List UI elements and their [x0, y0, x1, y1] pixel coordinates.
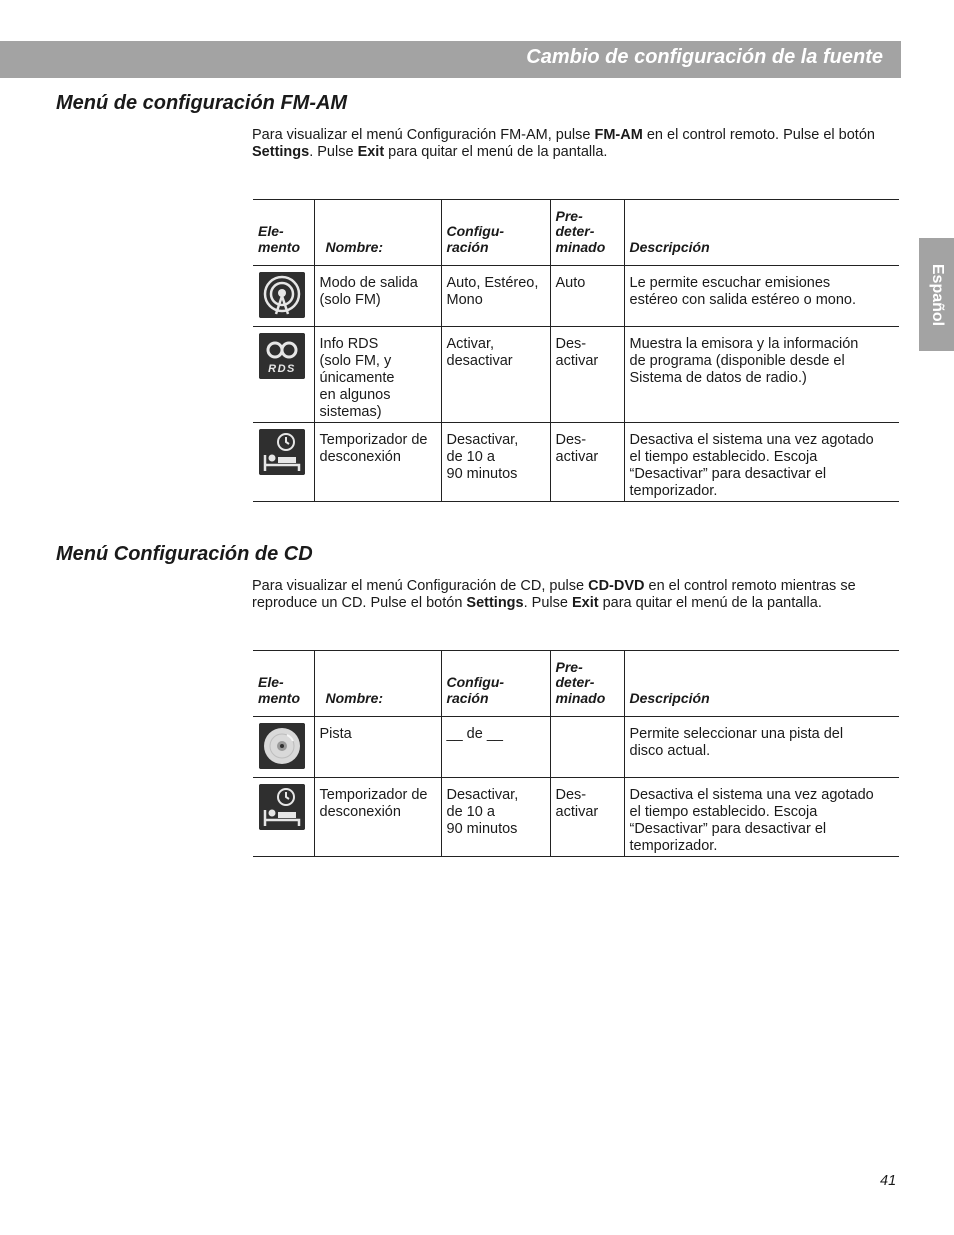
col-header-descripcion: Descripción — [624, 651, 899, 717]
row-config: __ de __ — [441, 717, 550, 778]
rds-icon-text: RDS — [268, 363, 296, 375]
intro-text: . Pulse — [523, 595, 572, 611]
intro-text: para quitar el menú de la pantalla. — [384, 144, 608, 160]
row-predet — [550, 717, 624, 778]
section-title-fm-am: Menú de configuración FM-AM — [56, 92, 348, 114]
intro-fm-am — [252, 127, 902, 161]
row-nombre: Pista — [314, 717, 441, 778]
table-row — [253, 266, 899, 327]
col-header-configuracion: Configu- ración — [441, 200, 550, 266]
intro-key-cd-dvd: CD-DVD — [588, 578, 645, 594]
row-nombre: Info RDS (solo FM, y únicamente en algunos sistemas) — [314, 327, 441, 423]
row-config: Activar, desactivar — [441, 327, 550, 423]
cd-settings-table — [253, 650, 899, 857]
intro-key-fm-am: FM-AM — [594, 127, 643, 143]
intro-text: . Pulse — [309, 144, 358, 160]
sleep-timer-icon — [259, 784, 305, 830]
row-nombre: Modo de salida (solo FM) — [314, 266, 441, 327]
language-tab — [919, 238, 954, 351]
col-header-nombre: Nombre: — [314, 651, 441, 717]
cd-disc-icon — [259, 723, 305, 769]
row-predet: Des- activar — [550, 423, 624, 502]
row-config: Desactivar, de 10 a 90 minutos — [441, 423, 550, 502]
intro-text: para quitar el menú de la pantalla. — [598, 595, 822, 611]
col-header-predeterminado: Pre- deter- minado — [550, 651, 624, 717]
table-row — [253, 423, 899, 502]
row-desc: Le permite escuchar emisiones estéreo con salida estéreo o mono. — [624, 266, 899, 327]
row-predet: Des- activar — [550, 778, 624, 857]
intro-text: Para visualizar el menú Configuración FM-AM, pulse — [252, 127, 595, 143]
intro-key-settings: Settings — [466, 595, 524, 611]
intro-cd — [252, 578, 902, 612]
language-tab-label: Español — [928, 263, 946, 326]
col-header-configuracion: Configu- ración — [441, 651, 550, 717]
row-nombre: Temporizador de desconexión — [314, 778, 441, 857]
col-header-nombre: Nombre: — [314, 200, 441, 266]
header-title: Cambio de configuración de la fuente — [526, 46, 883, 68]
row-nombre: Temporizador de desconexión — [314, 423, 441, 502]
row-desc: Desactiva el sistema una vez agotado el tiempo establecido. Escoja “Desactivar” para desactivar el temporizador. — [624, 778, 899, 857]
header-bar — [0, 41, 901, 78]
intro-text: en el control remoto mientras se reproduce un CD. Pulse el botón — [252, 578, 856, 611]
intro-text: Para visualizar el menú Configuración de CD, pulse — [252, 578, 589, 594]
rds-icon — [259, 333, 305, 379]
intro-key-exit: Exit — [357, 144, 385, 160]
intro-key-settings: Settings — [252, 144, 310, 160]
row-predet: Auto — [550, 266, 624, 327]
row-desc: Permite seleccionar una pista del disco actual. — [624, 717, 899, 778]
row-predet: Des- activar — [550, 327, 624, 423]
col-header-elemento: Ele- mento — [258, 674, 300, 706]
table-row — [253, 327, 899, 423]
table-row — [253, 778, 899, 857]
col-header-descripcion: Descripción — [624, 200, 899, 266]
row-desc: Muestra la emisora y la información de programa (disponible desde el Sistema de datos de radio.) — [624, 327, 899, 423]
row-config: Desactivar, de 10 a 90 minutos — [441, 778, 550, 857]
table-row — [253, 717, 899, 778]
sleep-timer-icon — [259, 429, 305, 475]
antenna-icon — [259, 272, 305, 318]
section-title-cd: Menú Configuración de CD — [56, 543, 313, 565]
fm-am-settings-table — [253, 199, 899, 502]
col-header-elemento: Ele- mento — [258, 223, 300, 255]
row-config: Auto, Estéreo, Mono — [441, 266, 550, 327]
intro-text: en el control remoto. Pulse el botón — [642, 127, 875, 143]
row-desc: Desactiva el sistema una vez agotado el tiempo establecido. Escoja “Desactivar” para desactivar el temporizador. — [624, 423, 899, 502]
page-number: 41 — [880, 1173, 897, 1189]
intro-key-exit: Exit — [571, 595, 599, 611]
col-header-predeterminado: Pre- deter- minado — [550, 200, 624, 266]
